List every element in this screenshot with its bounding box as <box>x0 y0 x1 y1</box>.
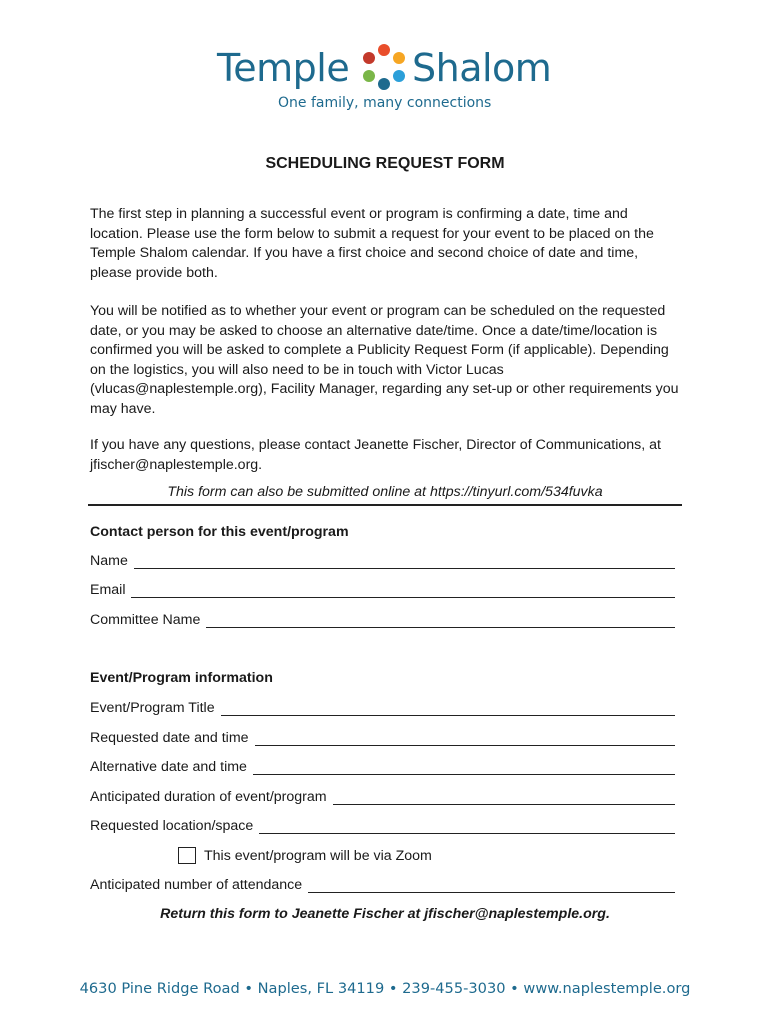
alternative-date-input-line[interactable] <box>253 761 675 775</box>
requested-date-label: Requested date and time <box>90 730 249 746</box>
requested-date-input-line[interactable] <box>255 732 675 746</box>
location-input-line[interactable] <box>259 820 675 834</box>
location-label: Requested location/space <box>90 818 254 834</box>
section-divider <box>88 504 682 506</box>
form-title: SCHEDULING REQUEST FORM <box>265 155 505 172</box>
committee-name-input-line[interactable] <box>206 614 675 628</box>
committee-name-field <box>90 612 675 628</box>
intro-paragraph-2: You will be notified as to whether your event or program can be scheduled on the requested date, or you may be asked to choose an alternative date/time. Once a date/time/location is confirmed you will be asked to complete a Publicity Request Form (if applicable). Depending on the logistics, you will also need to be in touch with Victor Lucas (vlucas@naplestemple.org), Facility Manager, regarding any set-up or other requirements you may have. <box>90 303 679 417</box>
duration-label: Anticipated duration of event/program <box>90 789 327 805</box>
event-title-field <box>90 700 675 716</box>
email-label: Email <box>90 582 126 598</box>
temple-shalom-logo <box>0 40 770 120</box>
email-input-line[interactable] <box>131 584 675 598</box>
alternative-date-field <box>90 759 675 775</box>
event-section-heading: Event/Program information <box>90 670 273 686</box>
intro-paragraph-1: The first step in planning a successful event or program is confirming a date, time and location. Please use the form below to submit a request for your event to be placed on the Temple Shalom calendar. If you have a first choice and second choice of date and time, please provide both. <box>90 206 654 281</box>
zoom-label: This event/program will be via Zoom <box>204 847 432 864</box>
alternative-date-label: Alternative date and time <box>90 759 247 775</box>
name-label: Name <box>90 553 128 569</box>
requested-date-field <box>90 730 675 746</box>
duration-field <box>90 789 675 805</box>
zoom-checkbox[interactable] <box>178 847 196 864</box>
footer-address: 4630 Pine Ridge Road • Naples, FL 34119 • 239-455-3030 • www.naplestemple.org <box>79 980 691 997</box>
name-field <box>90 553 675 569</box>
online-submission-note: This form can also be submitted online at https://tinyurl.com/534fuvka <box>167 484 603 500</box>
attendance-field <box>90 877 675 893</box>
email-field <box>90 582 675 598</box>
attendance-label: Anticipated number of attendance <box>90 877 303 893</box>
location-field <box>90 818 675 834</box>
name-input-line[interactable] <box>134 555 675 569</box>
attendance-input-line[interactable] <box>308 879 675 893</box>
intro-paragraph-3: If you have any questions, please contact Jeanette Fischer, Director of Communications, at jfischer@naplestemple.org. <box>90 437 661 473</box>
star-of-hands-logo-icon <box>357 42 411 92</box>
duration-input-line[interactable] <box>333 791 675 805</box>
contact-section-heading: Contact person for this event/program <box>90 524 349 540</box>
logo-tagline: One family, many connections <box>278 95 492 111</box>
event-title-input-line[interactable] <box>221 702 675 716</box>
zoom-option <box>178 847 432 864</box>
logo-name-left: Temple <box>217 46 350 90</box>
event-title-label: Event/Program Title <box>90 700 215 716</box>
return-instructions: Return this form to Jeanette Fischer at jfischer@naplestemple.org. <box>160 906 610 922</box>
logo-name-right: Shalom <box>412 46 552 90</box>
committee-name-label: Committee Name <box>90 612 201 628</box>
